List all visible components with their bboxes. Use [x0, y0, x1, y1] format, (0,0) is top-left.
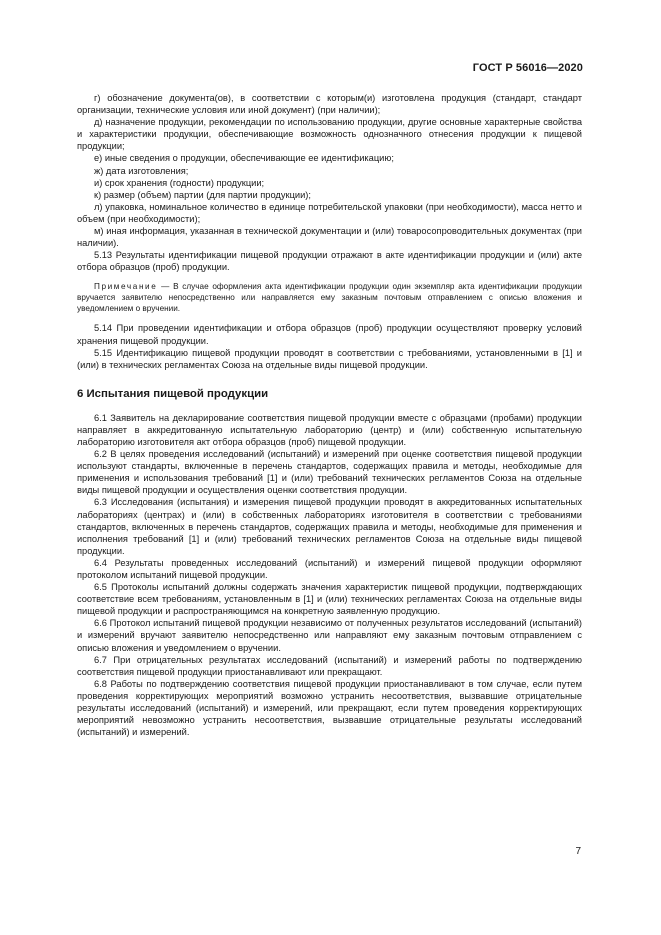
- section-6-title: 6 Испытания пищевой продукции: [77, 387, 269, 400]
- note: [77, 281, 582, 314]
- paragraph-5-13: 5.13 Результаты идентификации пищевой продукции отражают в акте идентификации продукции и (или) акте отбора образцов (проб) продукции.: [77, 250, 582, 273]
- paragraph-6-8: 6.8 Работы по подтверждению соответствия пищевой продукции приостанавливают в том случае, если путем проведения корректирующих мероприятий возможно устранить несоответствия, вызвавшие отрицательные результаты исследований (испытаний) и измерений, или прекращают, если путем проведения корректирующих мероприятий невозможно устранить несоответствия, вызвавшие отрицательные результаты исследований (испытаний) и измерений.: [77, 678, 582, 738]
- paragraph-5-14: 5.14 При проведении идентификации и отбора образцов (проб) продукции осуществляют проверку условий хранения пищевой продукции.: [77, 323, 582, 346]
- list-item-g: г) обозначение документа(ов), в соответствии с которым(и) изготовлена продукция (стандарт, стандарт организации, технические условия или иной документ) (при наличии);: [77, 93, 582, 116]
- note-label: Примечание: [94, 282, 158, 292]
- paragraph-6-5: 6.5 Протоколы испытаний должны содержать значения характеристик пищевой продукции, подтверждающих соответствие всем требованиям, установленным в [1] и (или) технических регламентах Союза на отдельные виды пищевой продукции и распространяющимся на конкретную заявленную продукцию.: [77, 582, 582, 617]
- list-item-l: л) упаковка, номинальное количество в единице потребительской упаковки (при необходимости), масса нетто и объем (при необходимости);: [77, 201, 582, 224]
- paragraph-6-2: 6.2 В целях проведения исследований (испытаний) и измерений при оценке соответствия пищевой продукции используют стандарты, включенные в перечень стандартов, содержащих правила и методы, необходимые для применения и использования требований [1] и (или) требований технических регламентов Союза на отдельные виды пищевой продукции и осуществления оценки соответствия продукции.: [77, 449, 582, 496]
- note-text: — В случае оформления акта идентификации продукции один экземпляр акта идентификации продукции вручается заявителю непосредственно или направляется ему заказным почтовым отправлением с описью вложения и уведомлением о вручении.: [77, 282, 582, 314]
- paragraph-6-6: 6.6 Протокол испытаний пищевой продукции независимо от полученных результатов исследований (испытаний) и измерений вручают заявителю непосредственно или направляют ему заказным почтовым отправлением с описью вложения и уведомлением о вручении.: [77, 618, 582, 653]
- paragraph-6-4: 6.4 Результаты проведенных исследований (испытаний) и измерений пищевой продукции оформляют протоколом испытаний пищевой продукции.: [77, 557, 582, 580]
- document-id: ГОСТ Р 56016—2020: [472, 62, 583, 74]
- list-item-zh: ж) дата изготовления;: [94, 165, 189, 176]
- list-item-d: д) назначение продукции, рекомендации по использованию продукции, другие основные характерные свойства и характеристики продукции, обеспечивающие возможность однозначного отнесения продукции к пищевой продукции;: [77, 117, 582, 152]
- list-item-m: м) иная информация, указанная в технической документации и (или) товаросопроводительных документах (при наличии).: [77, 226, 582, 249]
- list-item-k: к) размер (объем) партии (для партии продукции);: [94, 189, 311, 200]
- paragraph-6-3: 6.3 Исследования (испытания) и измерения пищевой продукции проводят в аккредитованных испытательных лабораториях (центрах) и (или) в собственных лабораториях изготовителя в соответствии с требованиями стандартов, включенных в перечень стандартов, содержащих правила и методы, необходимые для применения и исполнения требований [1] и (или) требований технических регламентов Союза на отдельные виды пищевой продукции.: [77, 497, 582, 556]
- paragraph-6-1: 6.1 Заявитель на декларирование соответствия пищевой продукции вместе с образцами (пробами) продукции направляет в аккредитованную испытательную лабораторию (центр) и (или) собственную испытательную лабораторию изготовителя акт отбора образцов (проб) пищевой продукции.: [77, 412, 582, 447]
- page-number: 7: [575, 846, 581, 857]
- paragraph-5-15: 5.15 Идентификацию пищевой продукции проводят в соответствии с требованиями, установленными в [1] и (или) в технических регламентах Союза на отдельные виды пищевой продукции.: [77, 347, 582, 370]
- list-item-i: и) срок хранения (годности) продукции;: [94, 177, 265, 188]
- paragraph-6-7: 6.7 При отрицательных результатах исследований (испытаний) и измерений работы по подтверждению соответствия пищевой продукции приостанавливают или прекращают.: [77, 654, 582, 677]
- page-body: [77, 92, 582, 738]
- list-item-e: е) иные сведения о продукции, обеспечивающие ее идентификацию;: [94, 153, 394, 164]
